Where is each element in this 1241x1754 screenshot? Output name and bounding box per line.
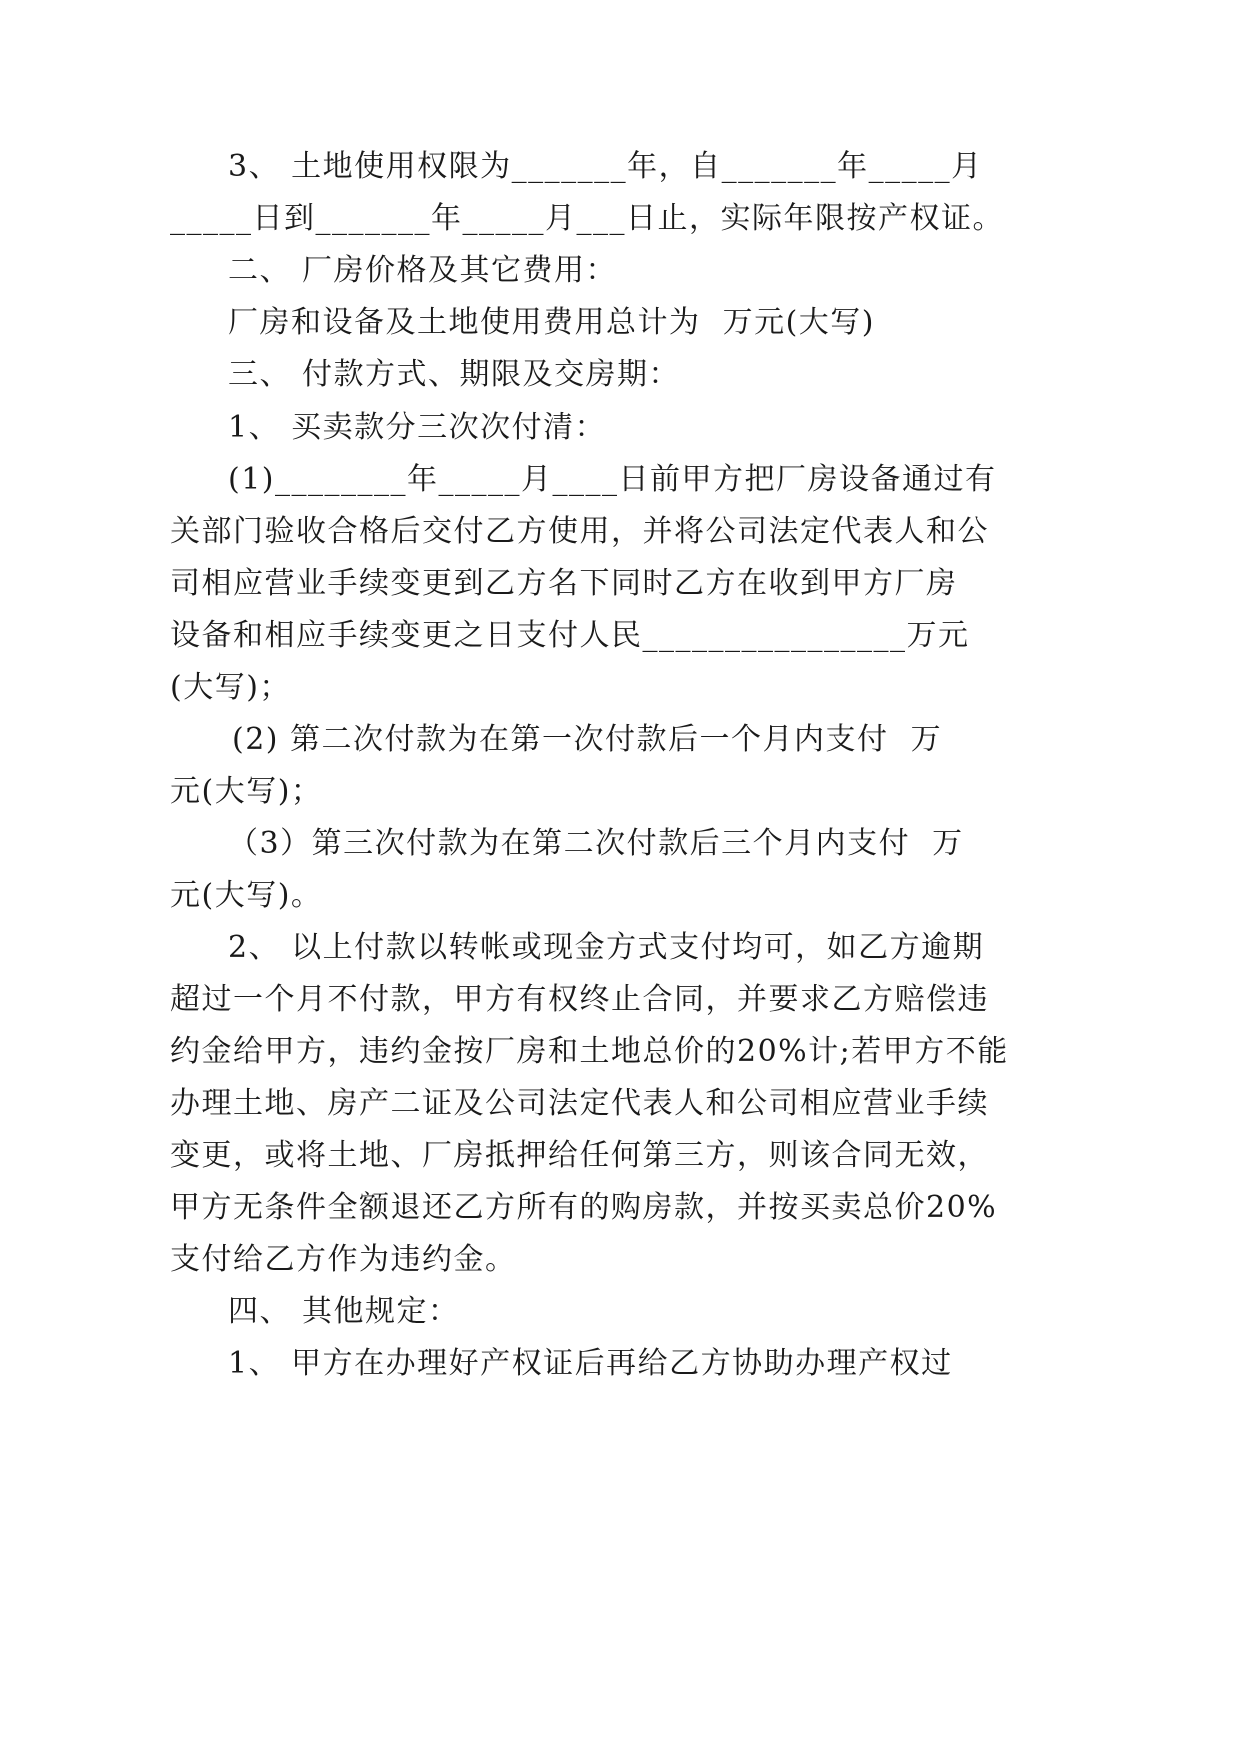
text-line: 甲方无条件全额退还乙方所有的购房款，并按买卖总价20%	[170, 1190, 998, 1225]
section-heading: 三、 付款方式、期限及交房期：	[228, 357, 681, 392]
text-line: 元(大写)；	[170, 774, 323, 809]
text-line: (1)________年_____月____日前甲方把厂房设备通过有	[228, 462, 997, 497]
text-line: 关部门验收合格后交付乙方使用，并将公司法定代表人和公	[170, 514, 989, 549]
text-line: 1、 买卖款分三次次付清：	[228, 410, 607, 445]
text-line: 2、 以上付款以转帐或现金方式支付均可，如乙方逾期	[228, 930, 985, 965]
text-line: _____日到_______年_____月___日止，实际年限按产权证。	[170, 201, 1004, 236]
text-line: （3）第三次付款为在第二次付款后三个月内支付 万	[228, 826, 964, 861]
text-line: (大写)；	[170, 670, 291, 705]
text-line: 办理土地、房产二证及公司法定代表人和公司相应营业手续	[170, 1086, 989, 1121]
section-heading: 四、 其他规定：	[228, 1294, 460, 1329]
text-line: 厂房和设备及土地使用费用总计为 万元(大写)	[228, 305, 875, 340]
text-line: 3、 土地使用权限为_______年，自_______年_____月	[228, 149, 983, 184]
text-line: 司相应营业手续变更到乙方名下同时乙方在收到甲方厂房	[170, 566, 958, 601]
text-line: 1、 甲方在办理好产权证后再给乙方协助办理产权过	[228, 1346, 953, 1381]
text-line: 设备和相应手续变更之日支付人民________________万元	[170, 618, 970, 653]
section-heading: 二、 厂房价格及其它费用：	[228, 253, 618, 288]
text-line: 支付给乙方作为违约金。	[170, 1242, 517, 1277]
text-line: 元(大写)。	[170, 878, 323, 913]
text-line: (2) 第二次付款为在第一次付款后一个月内支付 万	[232, 722, 943, 757]
text-line: 变更，或将土地、厂房抵押给任何第三方，则该合同无效，	[170, 1138, 989, 1173]
text-line: 超过一个月不付款，甲方有权终止合同，并要求乙方赔偿违	[170, 982, 989, 1017]
text-line: 约金给甲方，违约金按厂房和土地总价的20%计;若甲方不能	[170, 1034, 1009, 1069]
